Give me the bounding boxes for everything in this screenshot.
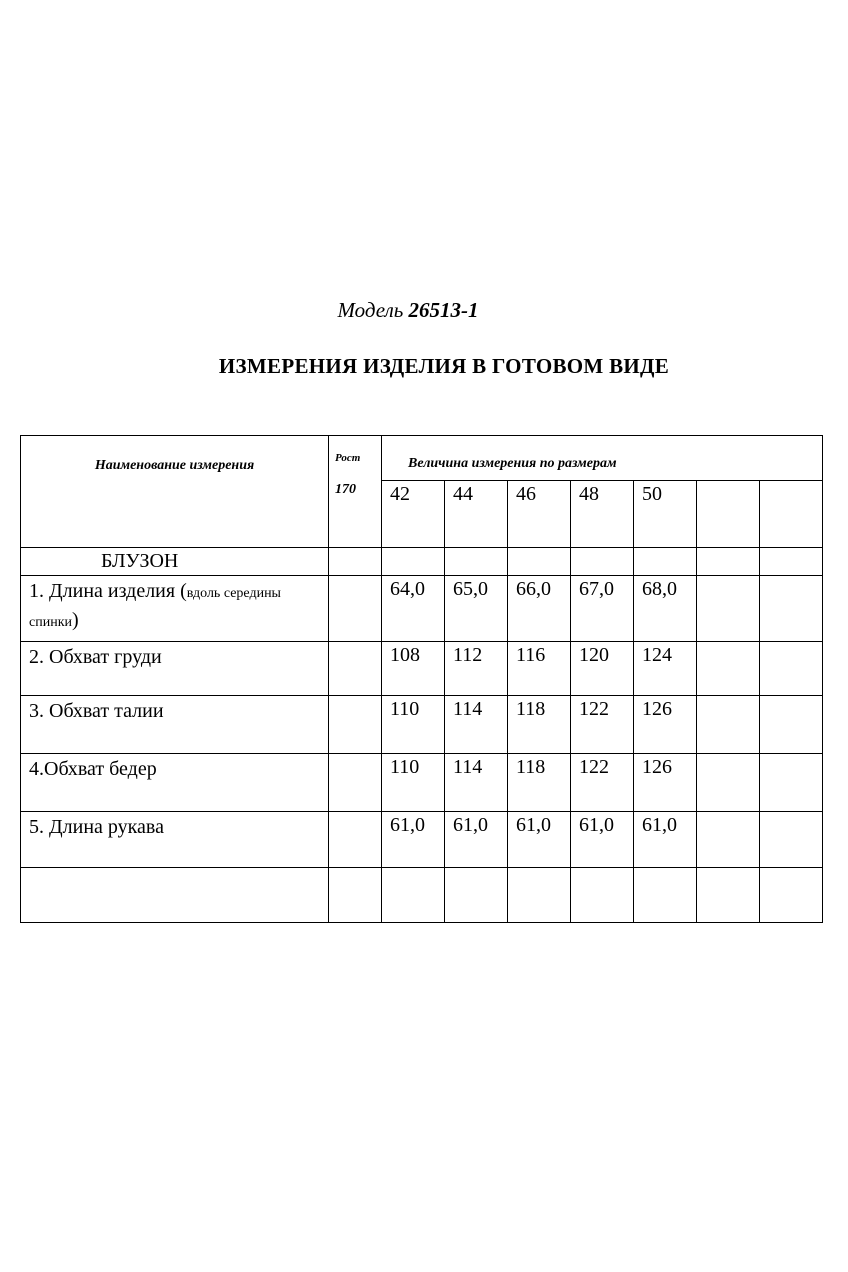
- size-header-cell: [760, 481, 823, 548]
- empty-cell: [329, 812, 382, 868]
- table-row: [21, 696, 823, 754]
- value-cell: 110: [382, 754, 445, 812]
- row-label: 5. Длина рукава: [21, 812, 329, 868]
- empty-cell: [445, 548, 508, 576]
- section-row: [21, 548, 823, 576]
- empty-row: [21, 868, 823, 923]
- row-label: [21, 576, 329, 642]
- empty-cell: [329, 696, 382, 754]
- table-row: [21, 642, 823, 696]
- row-label: 3. Обхват талии: [21, 696, 329, 754]
- empty-cell: [329, 642, 382, 696]
- value-cell: 126: [634, 754, 697, 812]
- value-cell: [697, 754, 760, 812]
- size-header-cell: 46: [508, 481, 571, 548]
- size-header-cell: 48: [571, 481, 634, 548]
- value-cell: 118: [508, 696, 571, 754]
- empty-cell: [329, 548, 382, 576]
- value-cell: 124: [634, 642, 697, 696]
- empty-cell: [697, 868, 760, 923]
- table-row: [21, 754, 823, 812]
- value-cell: 122: [571, 696, 634, 754]
- value-cell: [760, 576, 823, 642]
- empty-cell: [760, 548, 823, 576]
- empty-cell: [382, 868, 445, 923]
- empty-cell: [508, 548, 571, 576]
- empty-cell: [571, 868, 634, 923]
- value-cell: [760, 754, 823, 812]
- row-label-main: 1. Длина изделия (: [29, 580, 187, 602]
- value-cell: 108: [382, 642, 445, 696]
- header-height: [329, 436, 382, 548]
- table-row: [21, 576, 823, 642]
- row-label-note: вдоль середины спинки: [29, 586, 281, 630]
- value-cell: 118: [508, 754, 571, 812]
- empty-cell: [571, 548, 634, 576]
- empty-cell: [760, 868, 823, 923]
- value-cell: 110: [382, 696, 445, 754]
- model-title: [0, 298, 816, 323]
- value-cell: 114: [445, 696, 508, 754]
- size-header-cell: 44: [445, 481, 508, 548]
- value-cell: [760, 812, 823, 868]
- value-cell: [760, 696, 823, 754]
- empty-cell: [634, 868, 697, 923]
- empty-cell: [329, 754, 382, 812]
- empty-cell: [508, 868, 571, 923]
- value-cell: 67,0: [571, 576, 634, 642]
- header-height-label: Рост: [335, 452, 361, 464]
- value-cell: 68,0: [634, 576, 697, 642]
- model-prefix: Модель: [337, 298, 404, 322]
- size-header-cell: 42: [382, 481, 445, 548]
- empty-cell: [634, 548, 697, 576]
- value-cell: [760, 642, 823, 696]
- value-cell: 114: [445, 754, 508, 812]
- empty-cell: [697, 548, 760, 576]
- section-label: БЛУЗОН: [21, 548, 329, 576]
- table-row: [21, 812, 823, 868]
- header-sizes-label: Величина измерения по размерам: [382, 436, 823, 481]
- value-cell: 122: [571, 754, 634, 812]
- empty-cell: [21, 868, 329, 923]
- value-cell: 61,0: [571, 812, 634, 868]
- value-cell: 61,0: [445, 812, 508, 868]
- empty-cell: [329, 868, 382, 923]
- value-cell: [697, 812, 760, 868]
- value-cell: [697, 576, 760, 642]
- empty-cell: [329, 576, 382, 642]
- header-row-top: [21, 436, 823, 481]
- value-cell: 116: [508, 642, 571, 696]
- value-cell: 61,0: [508, 812, 571, 868]
- row-label: 4.Обхват бедер: [21, 754, 329, 812]
- value-cell: 61,0: [382, 812, 445, 868]
- model-number: 26513-1: [408, 298, 479, 322]
- row-label-tail: ): [71, 609, 79, 631]
- empty-cell: [445, 868, 508, 923]
- value-cell: 61,0: [634, 812, 697, 868]
- value-cell: 65,0: [445, 576, 508, 642]
- row-label: 2. Обхват груди: [21, 642, 329, 696]
- value-cell: 64,0: [382, 576, 445, 642]
- value-cell: [697, 642, 760, 696]
- value-cell: 66,0: [508, 576, 571, 642]
- header-height-value: 170: [335, 482, 356, 497]
- value-cell: [697, 696, 760, 754]
- header-measure-name: Наименование измерения: [21, 436, 329, 548]
- size-header-cell: 50: [634, 481, 697, 548]
- value-cell: 126: [634, 696, 697, 754]
- measurements-table: [20, 435, 823, 923]
- value-cell: 112: [445, 642, 508, 696]
- document-heading: ИЗМЕРЕНИЯ ИЗДЕЛИЯ В ГОТОВОМ ВИДЕ: [218, 354, 670, 378]
- size-header-cell: [697, 481, 760, 548]
- empty-cell: [382, 548, 445, 576]
- value-cell: 120: [571, 642, 634, 696]
